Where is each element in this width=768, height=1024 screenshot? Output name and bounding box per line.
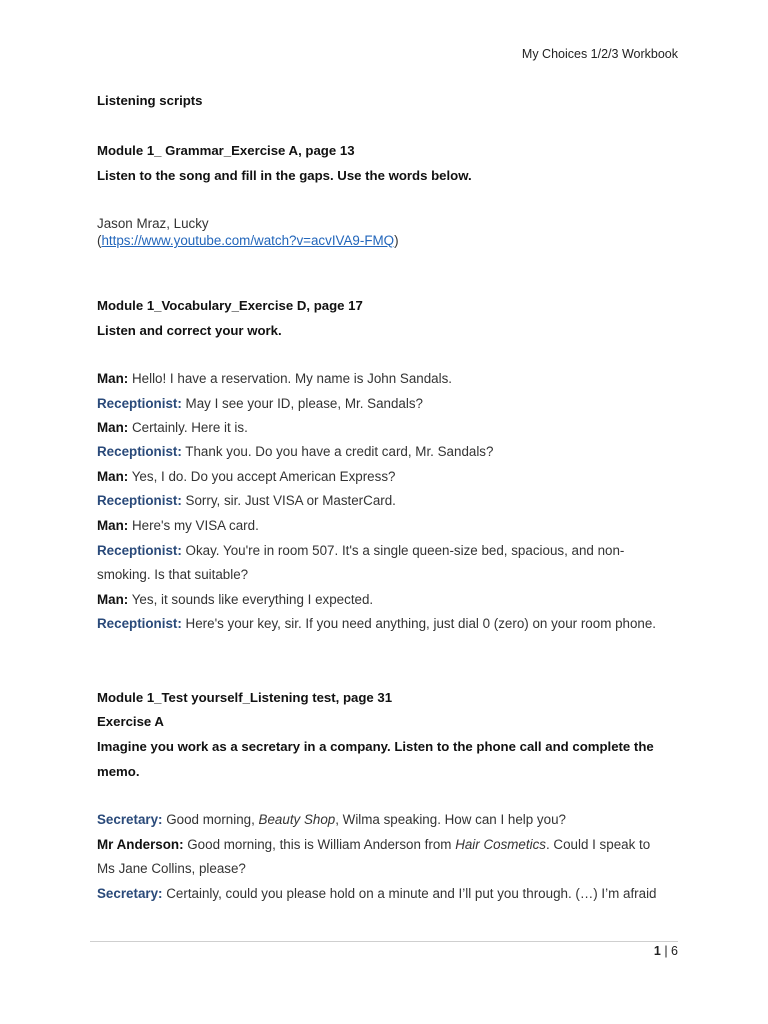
speaker-label: Secretary:	[97, 886, 163, 901]
dialogue-text: Yes, I do. Do you accept American Express?	[128, 469, 396, 484]
dialogue-line	[97, 518, 259, 533]
dialogue-text: smoking. Is that suitable?	[97, 567, 249, 582]
dialogue-line	[97, 886, 657, 901]
dialogue-text: Okay. You're in room 507. It's a single queen-size bed, spacious, and non-	[181, 543, 625, 558]
dialogue-line	[97, 493, 396, 508]
section1-title: Module 1_ Grammar_Exercise A, page 13	[97, 143, 355, 158]
speaker-label: Man:	[97, 592, 129, 607]
dialogue-text: May I see your ID, please, Mr. Sandals?	[181, 396, 423, 411]
dialogue-text: Good morning, this is William Anderson from	[183, 837, 456, 852]
page-separator: |	[660, 944, 672, 958]
speaker-label: Man:	[97, 469, 129, 484]
dialogue-line	[97, 861, 246, 876]
speaker-label: Receptionist:	[97, 493, 182, 508]
dialogue-text: Sorry, sir. Just VISA or MasterCard.	[181, 493, 396, 508]
dialogue-text: Here's your key, sir. If you need anything, just dial 0 (zero) on your room phone.	[181, 616, 657, 631]
dialogue-line	[97, 420, 248, 435]
dialogue-line	[97, 543, 624, 558]
paren-open: (	[97, 233, 102, 248]
song-credit: Jason Mraz, Lucky	[97, 216, 209, 231]
youtube-link[interactable]: https://www.youtube.com/watch?v=acvIVA9-FMQ	[101, 233, 395, 248]
section2-title: Module 1_Vocabulary_Exercise D, page 17	[97, 298, 363, 313]
section3-title: Module 1_Test yourself_Listening test, page 31	[97, 690, 393, 705]
company-name: Hair Cosmetics	[455, 837, 546, 852]
dialogue-text: . Could I speak to	[545, 837, 651, 852]
section3-instruction-cont: memo.	[97, 764, 140, 779]
dialogue-line	[97, 371, 452, 386]
footer-divider	[90, 941, 678, 942]
dialogue-line	[97, 837, 650, 852]
exercise-label: Exercise A	[97, 714, 164, 729]
page-number	[654, 944, 678, 958]
section3-instruction: Imagine you work as a secretary in a company. Listen to the phone call and complete the	[97, 739, 654, 754]
song-link-line	[97, 233, 399, 248]
dialogue-line	[97, 444, 493, 459]
section2-instruction: Listen and correct your work.	[97, 323, 282, 338]
dialogue-text: Thank you. Do you have a credit card, Mr. Sandals?	[181, 444, 494, 459]
dialogue-text: Yes, it sounds like everything I expected.	[128, 592, 374, 607]
speaker-label: Receptionist:	[97, 396, 182, 411]
dialogue-text: Good morning,	[162, 812, 259, 827]
company-name: Beauty Shop	[258, 812, 336, 827]
total-pages: 6	[671, 944, 678, 958]
dialogue-line	[97, 396, 423, 411]
dialogue-line	[97, 469, 395, 484]
speaker-label: Receptionist:	[97, 616, 182, 631]
dialogue-line	[97, 812, 566, 827]
current-page: 1	[653, 944, 661, 958]
speaker-label: Man:	[97, 420, 129, 435]
speaker-label: Receptionist:	[97, 444, 182, 459]
dialogue-text: , Wilma speaking. How can I help you?	[335, 812, 566, 827]
running-header: My Choices 1/2/3 Workbook	[521, 47, 678, 61]
speaker-label: Man:	[97, 518, 129, 533]
dialogue-text: Here's my VISA card.	[128, 518, 259, 533]
dialogue-text: Certainly, could you please hold on a minute and I’ll put you through. (…) I’m afraid	[162, 886, 657, 901]
dialogue-line	[97, 616, 656, 631]
speaker-label: Secretary:	[97, 812, 163, 827]
speaker-label: Mr Anderson:	[97, 837, 184, 852]
dialogue-text: Ms Jane Collins, please?	[97, 861, 246, 876]
page-heading: Listening scripts	[97, 93, 203, 108]
section1-instruction: Listen to the song and fill in the gaps. Use the words below.	[97, 168, 472, 183]
dialogue-text: Hello! I have a reservation. My name is John Sandals.	[128, 371, 453, 386]
speaker-label: Man:	[97, 371, 129, 386]
dialogue-text: Certainly. Here it is.	[128, 420, 248, 435]
paren-close: )	[394, 233, 399, 248]
dialogue-line	[97, 592, 373, 607]
speaker-label: Receptionist:	[97, 543, 182, 558]
dialogue-line	[97, 567, 248, 582]
